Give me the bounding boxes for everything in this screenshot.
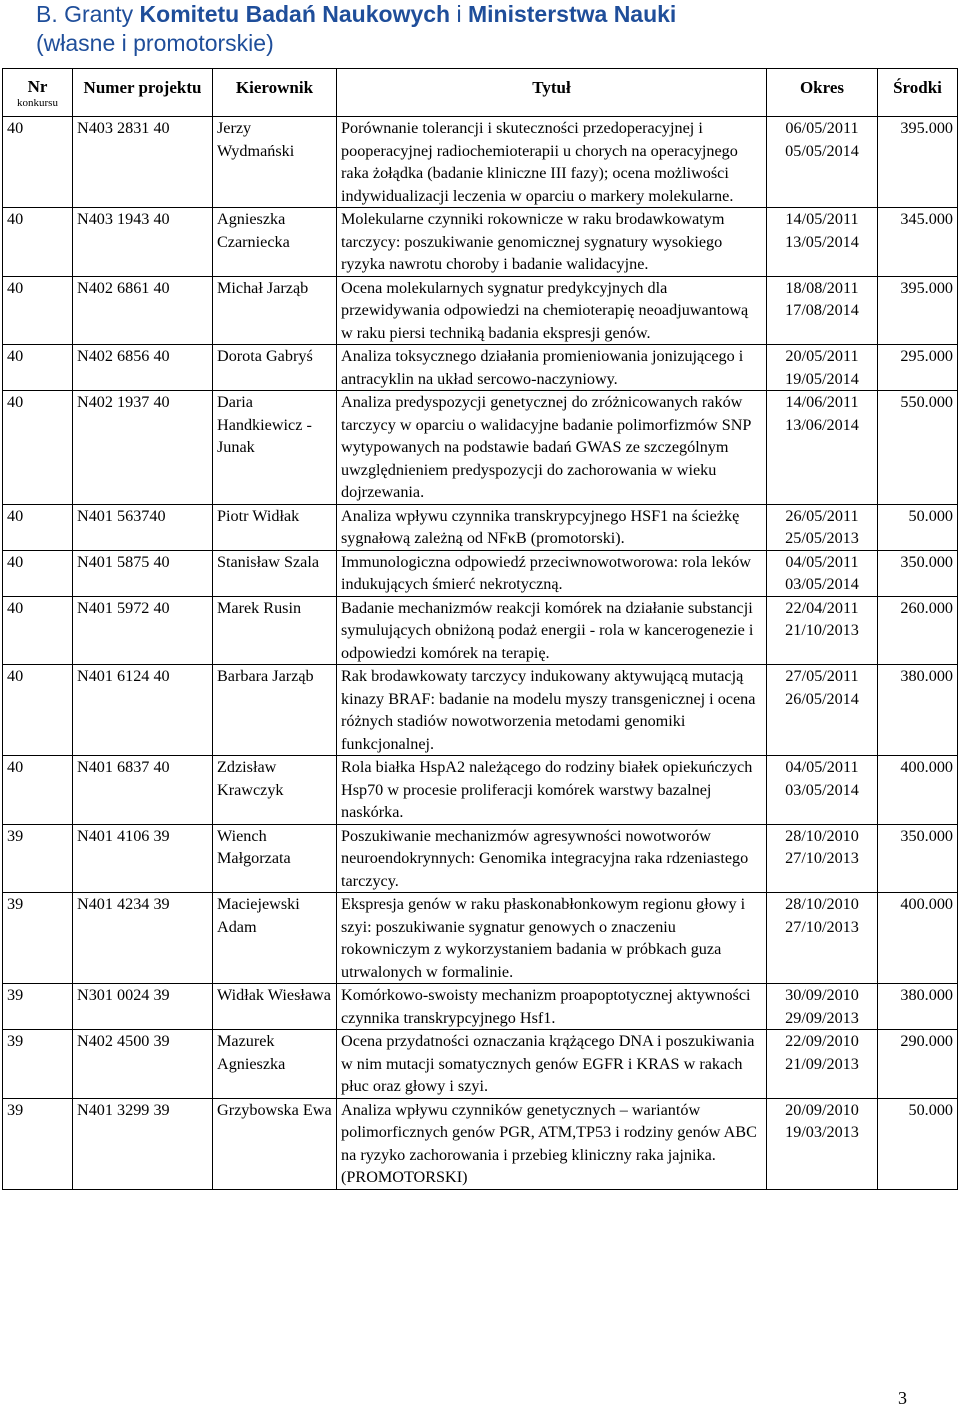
title-cell: Porównanie tolerancji i skuteczności przedoperacyjnej i pooperacyjnej radiochemioterapii u chorych na operacyjnego raka żołądka (badanie kliniczne III fazy); ocena możliwości indywidualizacji leczenia w oparciu o markery molekularne. [337,117,767,208]
funds-cell: 350.000 [878,824,958,893]
funds-cell: 50.000 [878,504,958,550]
title-cell: Analiza wpływu czynnika transkrypcyjnego HSF1 na ścieżkę sygnałową zależną od NFκB (promotorski). [337,504,767,550]
project-number-cell: N402 4500 39 [73,1030,213,1099]
period-cell [767,504,878,550]
period-cell [767,824,878,893]
heading-mid: i [450,1,468,27]
manager-cell: Dorota Gabryś [213,345,337,391]
nr-cell: 40 [3,665,73,756]
period-cell [767,550,878,596]
heading-org-2: Ministerstwa Nauki [467,1,677,27]
period-start: 27/05/2011 [785,667,859,685]
period-end: 26/05/2014 [785,689,859,708]
project-number-cell: N403 2831 40 [73,117,213,208]
table-row [3,276,958,345]
period-start: 04/05/2011 [785,552,859,571]
period-end: 27/10/2013 [785,849,859,867]
period-end: 19/05/2014 [785,369,859,388]
project-number-cell: N401 563740 [73,504,213,550]
period-end: 25/05/2013 [785,529,859,547]
title-cell: Ekspresja genów w raku płaskonabłonkowym regionu głowy i szyi: poszukiwanie sygnatur genowych o znaczeniu rokowniczym z wykorzystaniem badania w próbkach guza utrwalonych w formalinie. [337,893,767,984]
period-cell [767,391,878,505]
manager-cell: Mazurek Agnieszka [213,1030,337,1099]
project-number-cell: N402 6861 40 [73,276,213,345]
funds-cell: 400.000 [878,756,958,825]
title-cell: Analiza toksycznego działania promieniowania jonizującego i antracyklin na układ sercowo-naczyniowy. [337,345,767,391]
period-cell [767,756,878,825]
funds-cell: 260.000 [878,596,958,665]
table-row [3,208,958,277]
funds-cell: 380.000 [878,665,958,756]
period-start: 22/09/2010 [785,1032,859,1050]
nr-cell: 40 [3,504,73,550]
period-start: 20/09/2010 [785,1100,859,1119]
manager-cell: Agnieszka Czarniecka [213,208,337,277]
project-number-cell: N401 6837 40 [73,756,213,825]
period-end: 03/05/2014 [785,780,859,799]
manager-cell: Daria Handkiewicz -Junak [213,391,337,505]
table-row [3,117,958,208]
period-start: 14/05/2011 [785,210,859,228]
heading-org-1: Komitetu Badań Naukowych [139,1,451,27]
nr-cell: 40 [3,117,73,208]
table-row [3,391,958,505]
period-end: 27/10/2013 [785,917,859,936]
title-cell: Rak brodawkowaty tarczycy indukowany aktywującą mutacją kinazy BRAF: badanie na modelu myszy transgenicznej i ocena różnych stadiów nowotworzenia metodami genomiki funkcjonalnej. [337,665,767,756]
manager-cell: Michał Jarząb [213,276,337,345]
period-start: 26/05/2011 [785,506,859,525]
period-start: 04/05/2011 [785,758,859,776]
period-end: 13/05/2014 [785,232,859,251]
table-row [3,824,958,893]
funds-cell: 400.000 [878,893,958,984]
title-cell: Rola białka HspA2 należącego do rodziny białek opiekuńczych Hsp70 w procesie proliferacji komórek warstwy bazalnej naskórka. [337,756,767,825]
period-start: 30/09/2010 [785,986,859,1004]
funds-cell: 50.000 [878,1098,958,1189]
nr-cell: 39 [3,1098,73,1189]
nr-cell: 39 [3,824,73,893]
period-cell [767,1098,878,1189]
header-numer: Numer projektu [73,69,213,117]
title-cell: Komórkowo-swoisty mechanizm proapoptotycznej aktywności czynnika transkrypcyjnego Hsf1. [337,984,767,1030]
period-end: 03/05/2014 [785,575,859,593]
funds-cell: 295.000 [878,345,958,391]
period-end: 05/05/2014 [785,141,859,160]
heading-prefix: B. Granty [36,1,140,27]
funds-cell: 395.000 [878,276,958,345]
manager-cell: Widłak Wiesława [213,984,337,1030]
nr-cell: 40 [3,345,73,391]
period-start: 22/04/2011 [785,598,859,617]
grants-table [2,68,958,1190]
header-nr: Nr konkursu [3,69,73,117]
period-cell [767,893,878,984]
period-cell [767,208,878,277]
project-number-cell: N401 5875 40 [73,550,213,596]
table-row [3,504,958,550]
title-cell: Analiza wpływu czynników genetycznych – wariantów polimorficznych genów PGR, ATM,TP53 i rodziny genów ABC na ryzyko zachorowania i przebieg kliniczny raka jajnika. (PROMOTORSKI) [337,1098,767,1189]
nr-cell: 40 [3,756,73,825]
title-cell: Ocena przydatności oznaczania krążącego DNA i poszukiwania w nim mutacji somatycznych genów EGFR i KRAS w rakach płuc oraz głowy i szyi. [337,1030,767,1099]
manager-cell: Zdzisław Krawczyk [213,756,337,825]
manager-cell: Barbara Jarząb [213,665,337,756]
nr-cell: 39 [3,1030,73,1099]
funds-cell: 550.000 [878,391,958,505]
funds-cell: 345.000 [878,208,958,277]
header-kierownik: Kierownik [213,69,337,117]
period-start: 28/10/2010 [785,826,859,845]
period-cell [767,596,878,665]
heading-line-2: (własne i promotorskie) [36,30,274,56]
manager-cell: Piotr Widłak [213,504,337,550]
title-cell: Ocena molekularnych sygnatur predykcyjnych dla przewidywania odpowiedzi na chemioterapię neoadjuwantową w raku piersi techniką badania ekspresji genów. [337,276,767,345]
table-row [3,756,958,825]
title-cell: Badanie mechanizmów reakcji komórek na działanie substancji symulujących obniżoną podaż energii - rola w kancerogenezie i odpowiedzi komórek na terapię. [337,596,767,665]
project-number-cell: N401 3299 39 [73,1098,213,1189]
manager-cell: Marek Rusin [213,596,337,665]
nr-cell: 40 [3,391,73,505]
header-tytul: Tytuł [337,69,767,117]
title-cell: Poszukiwanie mechanizmów agresywności nowotworów neuroendokrynnych: Genomika integracyjna raka rdzeniastego tarczycy. [337,824,767,893]
period-start: 28/10/2010 [785,895,859,913]
table-row [3,1098,958,1189]
period-end: 17/08/2014 [785,301,859,319]
project-number-cell: N403 1943 40 [73,208,213,277]
nr-cell: 40 [3,596,73,665]
project-number-cell: N401 4234 39 [73,893,213,984]
table-row [3,1030,958,1099]
table-row [3,596,958,665]
period-start: 18/08/2011 [785,278,859,297]
manager-cell: Maciejewski Adam [213,893,337,984]
header-srodki: Środki [878,69,958,117]
project-number-cell: N401 6124 40 [73,665,213,756]
title-cell: Molekularne czynniki rokownicze w raku brodawkowatym tarczycy: poszukiwanie genomicznej sygnatury wysokiego ryzyka nawrotu choroby i badanie walidacyjne. [337,208,767,277]
table-row [3,550,958,596]
project-number-cell: N401 4106 39 [73,824,213,893]
title-cell: Analiza predyspozycji genetycznej do zróżnicowanych raków tarczycy w oparciu o walidacyjne badanie polimorfizmów SNP wytypowanych na podstawie badań GWAS ze szczególnym uwzględnieniem predyspozycji do zachorowania w wieku dojrzewania. [337,391,767,505]
title-cell: Immunologiczna odpowiedź przeciwnowotworowa: rola leków indukujących śmierć nekrotyczną. [337,550,767,596]
table-header-row [3,69,958,117]
table-row [3,665,958,756]
period-cell [767,665,878,756]
period-end: 21/09/2013 [785,1054,859,1073]
funds-cell: 395.000 [878,117,958,208]
period-cell [767,117,878,208]
project-number-cell: N401 5972 40 [73,596,213,665]
period-cell [767,345,878,391]
nr-cell: 39 [3,984,73,1030]
period-cell [767,984,878,1030]
period-start: 06/05/2011 [785,119,859,137]
manager-cell: Grzybowska Ewa [213,1098,337,1189]
funds-cell: 290.000 [878,1030,958,1099]
period-cell [767,1030,878,1099]
period-end: 21/10/2013 [785,621,859,639]
grants-table-body [3,117,958,1190]
section-heading [36,0,936,58]
header-okres: Okres [767,69,878,117]
period-end: 19/03/2013 [785,1123,859,1141]
manager-cell: Wiench Małgorzata [213,824,337,893]
nr-cell: 40 [3,550,73,596]
nr-cell: 40 [3,208,73,277]
nr-cell: 39 [3,893,73,984]
manager-cell: Jerzy Wydmański [213,117,337,208]
period-cell [767,276,878,345]
funds-cell: 380.000 [878,984,958,1030]
project-number-cell: N301 0024 39 [73,984,213,1030]
heading-line-1 [36,0,936,29]
period-start: 20/05/2011 [785,347,859,365]
table-row [3,984,958,1030]
nr-cell: 40 [3,276,73,345]
period-start: 14/06/2011 [785,393,859,411]
project-number-cell: N402 1937 40 [73,391,213,505]
page-number: 3 [898,1388,907,1408]
period-end: 29/09/2013 [785,1008,859,1027]
period-end: 13/06/2014 [785,415,859,434]
project-number-cell: N402 6856 40 [73,345,213,391]
table-row [3,345,958,391]
manager-cell: Stanisław Szala [213,550,337,596]
funds-cell: 350.000 [878,550,958,596]
table-row [3,893,958,984]
